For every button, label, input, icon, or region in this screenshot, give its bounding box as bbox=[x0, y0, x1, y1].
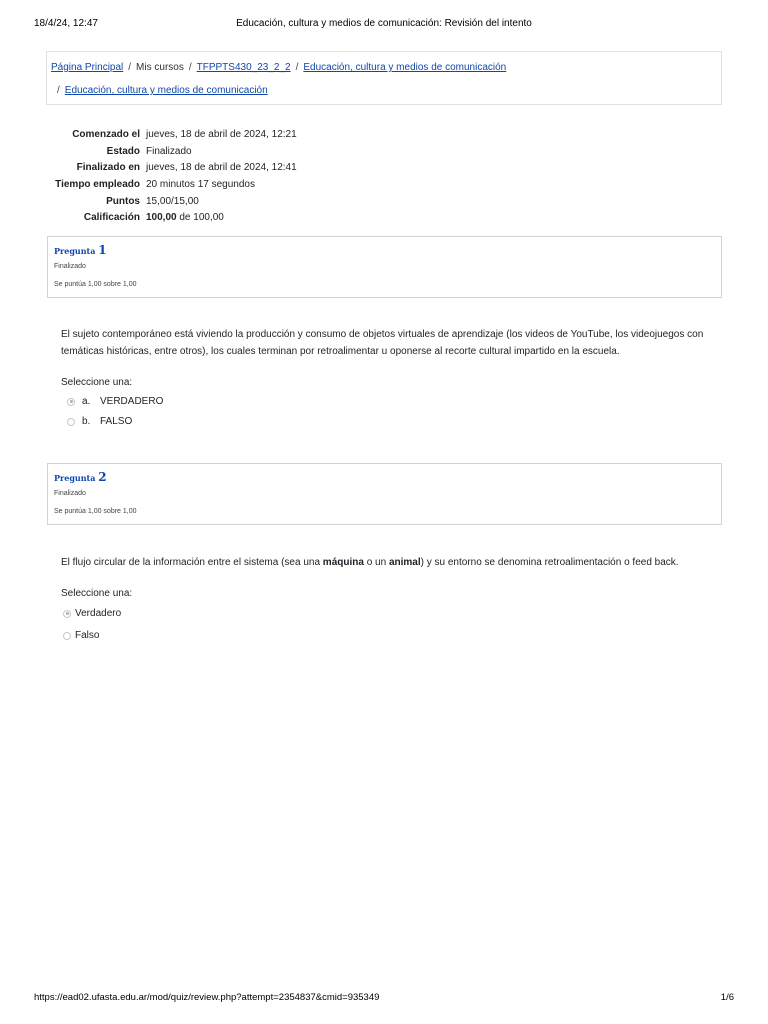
qtext-part: o un bbox=[363, 557, 389, 568]
qtext-part: El flujo circular de la información entre el sistema (sea una bbox=[61, 557, 323, 568]
question-number bbox=[54, 470, 107, 484]
qtext-part: ) y su entorno se denomina retroalimentación o feed back. bbox=[420, 557, 679, 568]
summary-row-started bbox=[50, 126, 297, 143]
question-text-2 bbox=[61, 555, 721, 572]
summary-label: Estado bbox=[106, 145, 140, 157]
option-label: Verdadero bbox=[75, 608, 122, 619]
question-number bbox=[54, 243, 107, 257]
question-number-value: 2 bbox=[98, 470, 107, 484]
breadcrumb-course-link[interactable]: TFPPTS430_23_2_2 bbox=[196, 62, 291, 73]
summary-label: Calificación bbox=[83, 212, 140, 224]
summary-row-finished bbox=[50, 159, 297, 176]
breadcrumb-section-link[interactable]: Educación, cultura y medios de comunicación bbox=[303, 62, 507, 73]
summary-value: jueves, 18 de abril de 2024, 12:41 bbox=[146, 162, 297, 174]
question-grade: Se puntúa 1,00 sobre 1,00 bbox=[54, 281, 137, 288]
breadcrumb-separator: / bbox=[295, 62, 299, 73]
breadcrumb-my-courses: Mis cursos bbox=[136, 62, 184, 73]
option-label: Falso bbox=[75, 630, 100, 641]
summary-value: 15,00/15,00 bbox=[146, 195, 199, 207]
answer-option-b[interactable] bbox=[67, 416, 132, 427]
option-letter: a. bbox=[82, 396, 91, 407]
question-state: Finalizado bbox=[54, 490, 86, 497]
print-footer-url: https://ead02.ufasta.edu.ar/mod/quiz/review.php?attempt=2354837&cmid=935349 bbox=[34, 992, 380, 1003]
question-label: Pregunta bbox=[54, 473, 96, 483]
option-label: VERDADERO bbox=[100, 396, 164, 407]
print-page-number: 1/6 bbox=[720, 992, 734, 1003]
question-prompt: Seleccione una: bbox=[61, 377, 133, 388]
grade-max: de 100,00 bbox=[176, 212, 224, 224]
option-letter: b. bbox=[82, 416, 91, 427]
question-label: Pregunta bbox=[54, 246, 96, 256]
summary-value: 20 minutos 17 segundos bbox=[146, 178, 255, 190]
summary-label: Comenzado el bbox=[72, 128, 140, 140]
summary-row-points bbox=[50, 193, 297, 210]
question-info-1 bbox=[47, 236, 722, 298]
grade-score: 100,00 bbox=[146, 212, 177, 224]
qtext-bold: animal bbox=[388, 557, 421, 568]
question-text-1: El sujeto contemporáneo está viviendo la producción y consumo de objetos virtuales de aprendizaje (los videos de YouTube, los videojuegos con temáticas históricas, entre otros), los cuales terminan por retroalimentar u oponerse al recorte cultural impartido en la escuela. bbox=[61, 329, 704, 357]
radio-button-selected[interactable] bbox=[63, 610, 71, 618]
attempt-summary-table bbox=[50, 126, 297, 226]
breadcrumb-separator: / bbox=[128, 62, 132, 73]
option-label: FALSO bbox=[100, 416, 133, 427]
summary-value: jueves, 18 de abril de 2024, 12:21 bbox=[146, 128, 297, 140]
radio-button[interactable] bbox=[67, 418, 75, 426]
summary-grade-value bbox=[146, 209, 297, 226]
question-info-2 bbox=[47, 463, 722, 525]
answer-option-falso[interactable] bbox=[63, 630, 99, 641]
answer-option-a[interactable] bbox=[67, 396, 163, 407]
summary-row-time bbox=[50, 176, 297, 193]
question-state: Finalizado bbox=[54, 263, 86, 270]
breadcrumb-separator: / bbox=[57, 85, 60, 96]
answer-option-verdadero[interactable] bbox=[63, 608, 121, 619]
summary-label: Finalizado en bbox=[76, 162, 140, 174]
breadcrumb-quiz-link[interactable]: Educación, cultura y medios de comunicación bbox=[64, 85, 268, 96]
qtext-bold: máquina bbox=[322, 557, 364, 568]
print-datetime: 18/4/24, 12:47 bbox=[34, 18, 98, 29]
breadcrumb-home-link[interactable]: Página Principal bbox=[51, 62, 124, 73]
summary-label: Tiempo empleado bbox=[55, 178, 140, 190]
summary-row-state bbox=[50, 143, 297, 160]
radio-button[interactable] bbox=[63, 632, 71, 640]
summary-row-grade bbox=[50, 209, 297, 226]
summary-value: Finalizado bbox=[146, 145, 192, 157]
breadcrumb bbox=[46, 51, 722, 105]
attempt-summary bbox=[50, 126, 297, 226]
question-prompt: Seleccione una: bbox=[61, 588, 133, 599]
radio-button-selected[interactable] bbox=[67, 398, 75, 406]
breadcrumb-separator: / bbox=[188, 62, 192, 73]
summary-label: Puntos bbox=[106, 195, 140, 207]
print-title: Educación, cultura y medios de comunicación: Revisión del intento bbox=[236, 18, 532, 29]
question-grade: Se puntúa 1,00 sobre 1,00 bbox=[54, 508, 137, 515]
question-number-value: 1 bbox=[98, 243, 107, 257]
